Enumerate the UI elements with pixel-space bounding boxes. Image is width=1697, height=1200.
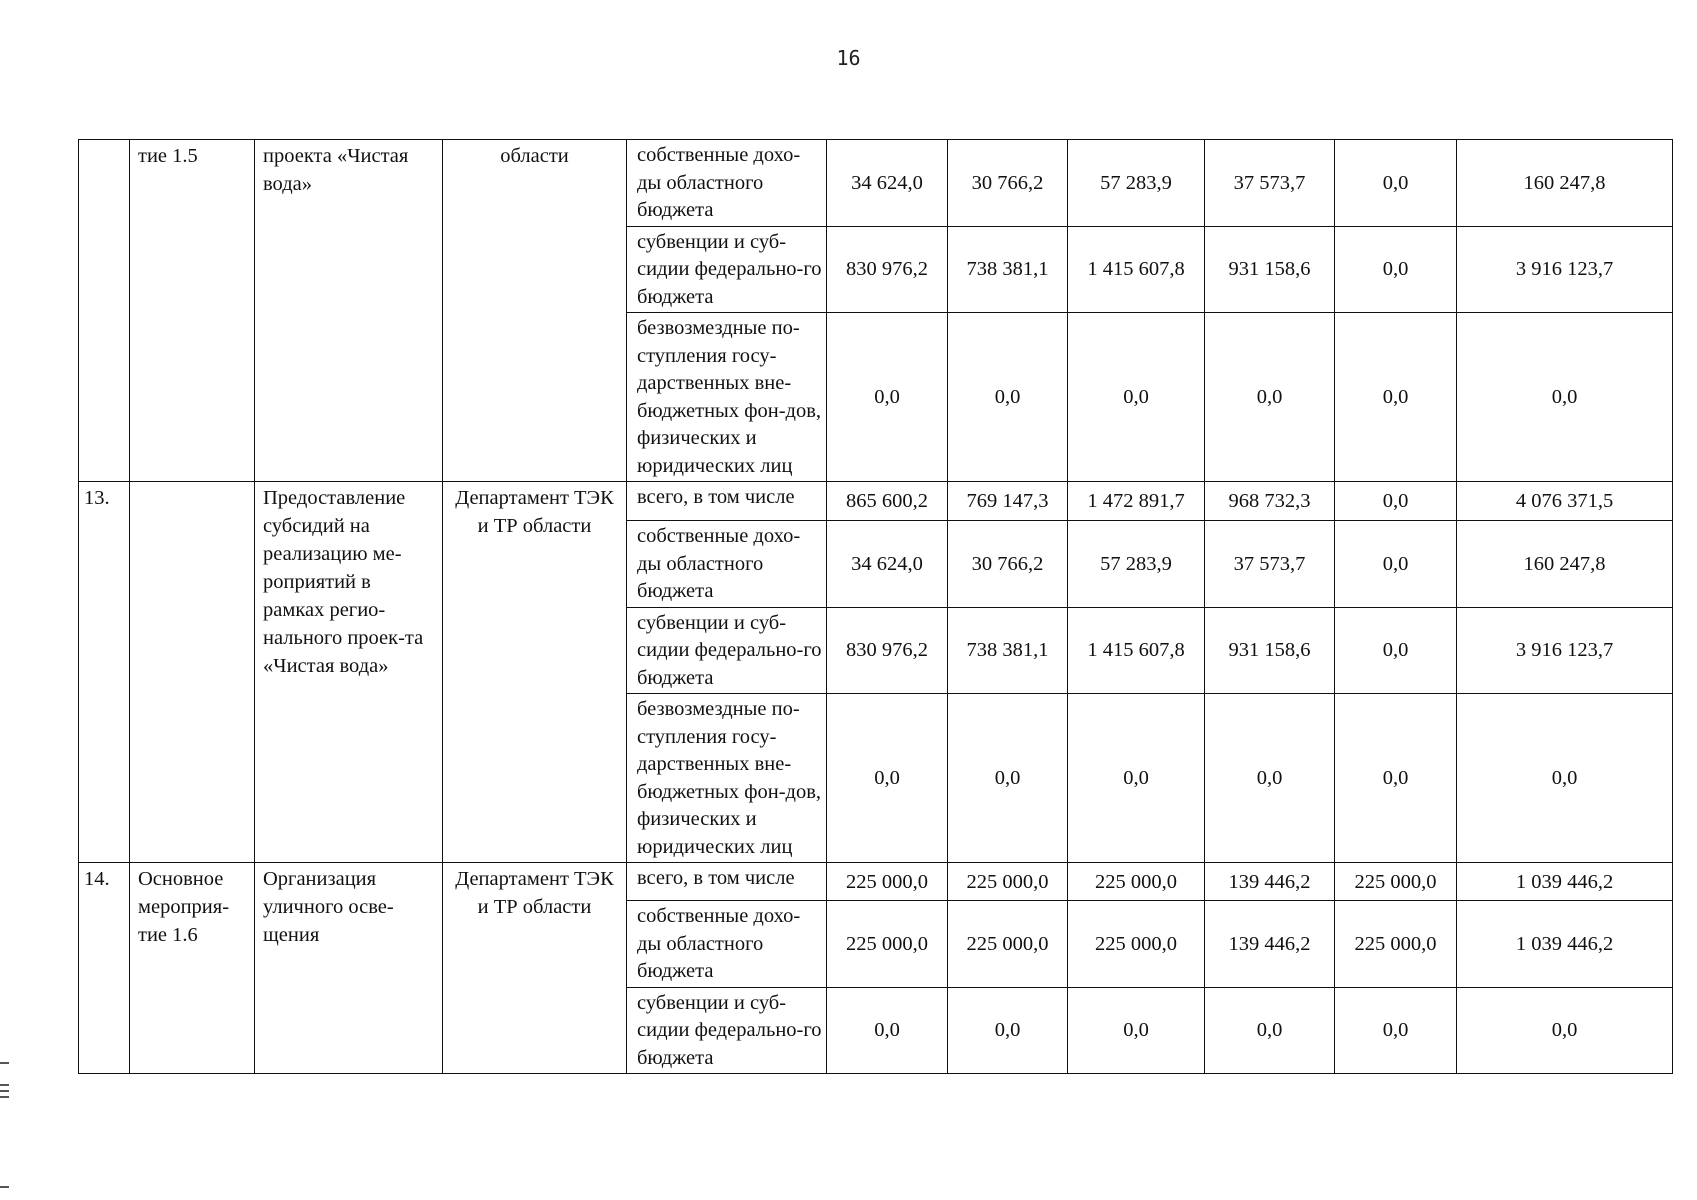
table-row: [79, 863, 1673, 901]
value-cell: 57 283,9: [1068, 140, 1205, 227]
value-cell: 1 039 446,2: [1457, 901, 1673, 988]
value-cell: 1 039 446,2: [1457, 863, 1673, 901]
scan-mark: [0, 1090, 9, 1092]
value-cell: 931 158,6: [1205, 226, 1335, 313]
value-cell: 0,0: [1205, 987, 1335, 1074]
source-label: субвенции и суб-сидии федерально-го бюджета: [627, 226, 827, 313]
source-label: безвозмездные по-ступления госу-дарственных вне-бюджетных фон-дов, физических и юридических лиц: [627, 694, 827, 863]
value-cell: 738 381,1: [948, 607, 1068, 694]
value-cell: 34 624,0: [827, 140, 948, 227]
value-cell: 225 000,0: [1068, 901, 1205, 988]
budget-table: [78, 139, 1673, 1074]
scan-mark: [0, 1062, 9, 1064]
value-cell: 225 000,0: [948, 863, 1068, 901]
value-cell: 0,0: [1335, 313, 1457, 482]
value-cell: 0,0: [1068, 694, 1205, 863]
value-cell: 0,0: [1457, 313, 1673, 482]
value-cell: 0,0: [1335, 482, 1457, 521]
value-cell: 139 446,2: [1205, 863, 1335, 901]
row-status: Основное мероприя-тие 1.6: [130, 863, 255, 1074]
row-responsible: Департамент ТЭК и ТР области: [443, 482, 627, 863]
value-cell: 968 732,3: [1205, 482, 1335, 521]
value-cell: 0,0: [1335, 607, 1457, 694]
value-cell: 1 415 607,8: [1068, 226, 1205, 313]
source-label: субвенции и суб-сидии федерально-го бюджета: [627, 987, 827, 1074]
value-cell: 225 000,0: [1335, 863, 1457, 901]
source-label: всего, в том числе: [627, 482, 827, 521]
value-cell: 0,0: [948, 987, 1068, 1074]
value-cell: 865 600,2: [827, 482, 948, 521]
row-number: [79, 140, 130, 482]
source-label: собственные дохо-ды областного бюджета: [627, 140, 827, 227]
row-name: Организация уличного осве-щения: [255, 863, 443, 1074]
value-cell: 3 916 123,7: [1457, 226, 1673, 313]
value-cell: 0,0: [1068, 313, 1205, 482]
table-row: [79, 140, 1673, 227]
row-name: проекта «Чистая вода»: [255, 140, 443, 482]
row-status: [130, 482, 255, 863]
scan-mark: [0, 1186, 9, 1188]
value-cell: 30 766,2: [948, 140, 1068, 227]
row-number: 14.: [79, 863, 130, 1074]
value-cell: 225 000,0: [827, 901, 948, 988]
value-cell: 3 916 123,7: [1457, 607, 1673, 694]
value-cell: 30 766,2: [948, 521, 1068, 608]
value-cell: 1 472 891,7: [1068, 482, 1205, 521]
value-cell: 0,0: [827, 987, 948, 1074]
value-cell: 0,0: [1457, 694, 1673, 863]
value-cell: 225 000,0: [1335, 901, 1457, 988]
value-cell: 830 976,2: [827, 607, 948, 694]
value-cell: 37 573,7: [1205, 521, 1335, 608]
value-cell: 0,0: [1335, 521, 1457, 608]
value-cell: 769 147,3: [948, 482, 1068, 521]
value-cell: 738 381,1: [948, 226, 1068, 313]
scan-mark: [0, 1084, 9, 1086]
value-cell: 0,0: [948, 313, 1068, 482]
value-cell: 160 247,8: [1457, 140, 1673, 227]
value-cell: 0,0: [1068, 987, 1205, 1074]
value-cell: 830 976,2: [827, 226, 948, 313]
value-cell: 0,0: [948, 694, 1068, 863]
value-cell: 1 415 607,8: [1068, 607, 1205, 694]
value-cell: 34 624,0: [827, 521, 948, 608]
row-number: 13.: [79, 482, 130, 863]
value-cell: 4 076 371,5: [1457, 482, 1673, 521]
value-cell: 931 158,6: [1205, 607, 1335, 694]
value-cell: 0,0: [1205, 313, 1335, 482]
value-cell: 225 000,0: [1068, 863, 1205, 901]
source-label: собственные дохо-ды областного бюджета: [627, 521, 827, 608]
page-number: 16: [836, 46, 861, 70]
value-cell: 37 573,7: [1205, 140, 1335, 227]
source-label: субвенции и суб-сидии федерально-го бюджета: [627, 607, 827, 694]
value-cell: 139 446,2: [1205, 901, 1335, 988]
value-cell: 225 000,0: [827, 863, 948, 901]
source-label: собственные дохо-ды областного бюджета: [627, 901, 827, 988]
row-status: тие 1.5: [130, 140, 255, 482]
row-responsible: области: [443, 140, 627, 482]
source-label: безвозмездные по-ступления госу-дарственных вне-бюджетных фон-дов, физических и юридических лиц: [627, 313, 827, 482]
value-cell: 0,0: [1205, 694, 1335, 863]
value-cell: 0,0: [1335, 140, 1457, 227]
value-cell: 225 000,0: [948, 901, 1068, 988]
value-cell: 0,0: [1457, 987, 1673, 1074]
value-cell: 0,0: [1335, 694, 1457, 863]
value-cell: 0,0: [1335, 226, 1457, 313]
row-name: Предоставление субсидий на реализацию ме-роприятий в рамках регио-нального проек-та «Чистая вода»: [255, 482, 443, 863]
value-cell: 0,0: [827, 694, 948, 863]
table-row: [79, 482, 1673, 521]
value-cell: 0,0: [827, 313, 948, 482]
value-cell: 57 283,9: [1068, 521, 1205, 608]
row-responsible: Департамент ТЭК и ТР области: [443, 863, 627, 1074]
source-label: всего, в том числе: [627, 863, 827, 901]
value-cell: 0,0: [1335, 987, 1457, 1074]
scan-mark: [0, 1096, 9, 1098]
value-cell: 160 247,8: [1457, 521, 1673, 608]
